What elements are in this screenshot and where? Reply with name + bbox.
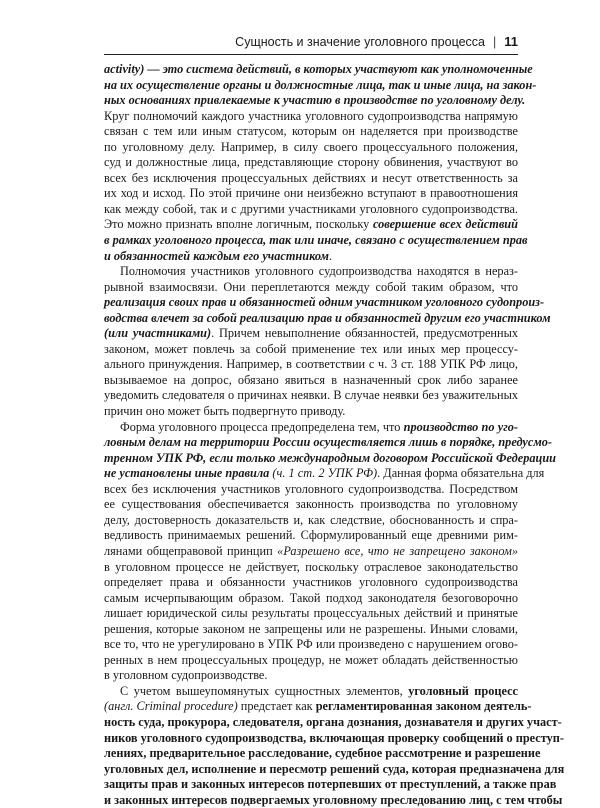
text-span: реализация своих прав и обязанностей одним участником уголовного судопроиз-: [104, 295, 545, 310]
text-span: законом, может повлечь за собой применение тех или иных мер процессу-: [104, 341, 518, 356]
text-span: (или участниками): [104, 326, 212, 341]
text-span: лениях, предварительное расследование, судебное рассмотрение и разрешение: [104, 746, 541, 761]
text-span: лишает юридической силы результаты процессуальных действий и принятые: [104, 606, 518, 621]
text-span: и обязанностей каждым его участником: [104, 248, 329, 263]
text-line: [104, 357, 518, 373]
text-line: [104, 186, 518, 202]
text-span: не установлены иные правила: [104, 466, 270, 481]
text-span: ность суда, прокурора, следователя, органа дознания, дознавателя и других участ-: [104, 714, 562, 729]
chapter-title: Сущность и значение уголовного процесса: [235, 35, 485, 49]
header-separator: |: [493, 35, 497, 49]
text-line: [104, 388, 518, 404]
text-span: совершение всех действий: [372, 217, 518, 232]
text-line: [104, 264, 518, 280]
text-span: суд и должностные лица, представляющие сторону обвинения, участвуют во: [104, 155, 518, 170]
text-line: [104, 466, 545, 482]
text-line: [104, 93, 526, 109]
text-span: их ход и исход. По этой причине они неизбежно вступают в правоотношения: [104, 186, 518, 201]
paragraph: [104, 419, 557, 684]
paragraph: [104, 62, 537, 264]
text-span: в рамках уголовного процесса, так или иначе, связано с осуществлением прав: [104, 233, 528, 248]
text-line: [104, 637, 518, 653]
body-text: [104, 62, 565, 808]
text-span: защиты прав и законных интересов потерпевших от преступлений, а также прав: [104, 777, 557, 792]
text-line: [104, 699, 532, 715]
text-span: Круг полномочий каждого участника уголовного судопроизводства напрямую: [104, 108, 518, 123]
text-span: вызываемое на допрос, обязано явиться в назначенный срок либо заранее: [104, 372, 518, 387]
text-span: ального принуждения. Например, в соответствии с ч. 3 ст. 188 УПК РФ лицо,: [104, 357, 518, 372]
text-line: [104, 746, 541, 762]
text-span: .: [328, 248, 333, 263]
text-line: [104, 109, 518, 125]
text-line: [104, 777, 557, 793]
text-span: решения, которые законом не запрещены или не разрешены. Иными словами,: [104, 621, 518, 636]
text-span: по уголовному делу. Например, в силу своего процессуального положения,: [104, 139, 518, 154]
text-line: [104, 295, 545, 311]
text-line: [104, 124, 518, 140]
text-line: [104, 497, 518, 513]
text-span: причин оно может быть подвергнуто приводу.: [104, 404, 346, 419]
text-line: [104, 310, 551, 327]
text-line: [104, 249, 518, 265]
text-line: [104, 233, 528, 249]
text-span: всех без исключения участников уголовного судопроизводства. Посредством: [104, 481, 518, 496]
text-span: регламентированная законом деятель-: [315, 699, 532, 714]
text-span: водства влечет за собой реализацию прав и обязанностей другим его участником: [104, 310, 551, 325]
text-span: и законных интересов подвергаемых уголовному преследованию лиц, с тем чтобы: [104, 792, 563, 807]
text-span: ее существования обеспечивается законность производства по уголовному: [104, 497, 518, 512]
text-span: (ч. 1 ст. 2 УПК РФ): [269, 466, 378, 481]
text-span: ловным делам на территории России осуществляется лишь в порядке, предусмо-: [104, 435, 553, 450]
text-span: тренном УПК РФ, если только международным договором Российской Федерации: [104, 450, 557, 465]
text-span: предстает как: [237, 699, 316, 714]
text-line: [104, 171, 518, 187]
paragraph: [104, 264, 551, 419]
text-line: [104, 140, 518, 156]
text-span: «Разрешено все, что не запрещено законом»: [277, 543, 519, 558]
text-line: [104, 326, 518, 342]
text-span: на их осуществление органы и должностные лица, так и иные лица, на закон-: [104, 77, 537, 92]
text-span: в уголовном судопроизводстве.: [104, 668, 268, 683]
text-span: Это можно признать вполне логичным, поскольку: [104, 217, 373, 232]
text-span: производство по уго-: [403, 419, 518, 434]
text-span: Полномочия участников уголовного судопроизводства находятся в нераз-: [120, 264, 518, 279]
text-line: [104, 730, 564, 747]
text-span: все то, что не урегулировано в УПК РФ или произведено с нарушением огово-: [104, 637, 518, 652]
text-line: [104, 155, 518, 171]
text-line: [104, 544, 518, 560]
text-line: [104, 420, 518, 436]
text-line: [104, 792, 563, 808]
text-span: Форма уголовного процесса предопределена тем, что: [120, 419, 404, 434]
text-span: делу, достоверность доказательств и, как следствие, обоснованность и спра-: [104, 512, 518, 527]
page-number: 11: [504, 34, 518, 49]
paragraph: [104, 683, 565, 808]
text-line: [104, 482, 518, 498]
text-line: [104, 528, 518, 544]
text-span: ных основаниях привлекаемые к участию в производстве по уголовному делу.: [104, 93, 526, 108]
text-span: . Данная форма обязательна для: [377, 466, 545, 481]
text-line: [104, 606, 518, 622]
text-line: [104, 761, 565, 778]
text-line: [104, 77, 537, 94]
text-span: ведливость принимаемых решений. Сформулированный еще древними рим-: [104, 528, 518, 543]
text-span: (англ. Criminal procedure): [104, 699, 238, 714]
text-line: [104, 513, 518, 529]
text-line: [104, 668, 518, 684]
text-line: [104, 450, 557, 467]
text-line: [104, 575, 518, 591]
text-span: уголовный процесс: [408, 683, 518, 698]
text-span: ников уголовного судопроизводства, включающая проверку сообщений о преступ-: [104, 730, 564, 745]
text-line: [104, 622, 518, 638]
text-span: рывной взаимосвязи. Они переплетаются между собой таким образом, что: [104, 279, 518, 294]
text-span: определяет права и обязанности участников уголовного судопроизводства: [104, 575, 518, 590]
text-span: всех без исключения процессуальных действиях и несут ответственность за: [104, 170, 518, 185]
text-line: [104, 714, 562, 731]
text-span: уведомить следователя о причинах неявки. В случае неявки без уважительных: [104, 388, 518, 403]
text-span: самым исчерпывающим образом. Такой подход законодателя безоговорочно: [104, 590, 518, 605]
text-span: С учетом вышеупомянутых сущностных элементов,: [120, 683, 409, 698]
text-span: ренных в нем процессуальных процедур, не может обладать действенностью: [104, 652, 518, 667]
text-line: [104, 342, 518, 358]
running-header: [104, 32, 518, 55]
text-span: связан с тем или иным статусом, которым он наделяется при производстве: [104, 124, 518, 139]
text-span: лянами общеправовой принцип: [104, 543, 278, 558]
text-line: [104, 560, 518, 576]
text-line: [104, 217, 518, 233]
text-line: [104, 653, 518, 669]
text-span: уголовных дел, исполнение и пересмотр решений суда, которая предназначена для: [104, 761, 565, 776]
text-span: . Причем невыполнение обязанностей, предусмотренных: [211, 326, 518, 341]
text-line: [104, 62, 533, 78]
text-line: [104, 435, 553, 451]
text-line: [104, 280, 518, 296]
text-line: [104, 373, 518, 389]
text-line: [104, 404, 518, 420]
text-line: [104, 591, 518, 607]
text-line: [104, 684, 518, 700]
text-line: [104, 202, 518, 218]
text-span: activity) — это система действий, в которых участвуют как уполномоченные: [104, 62, 533, 76]
text-span: как между собой, так и с другими участниками уголовного судопроизводства.: [104, 201, 518, 216]
text-span: в уголовном процессе не действует, поскольку отраслевое законодательство: [104, 559, 518, 574]
